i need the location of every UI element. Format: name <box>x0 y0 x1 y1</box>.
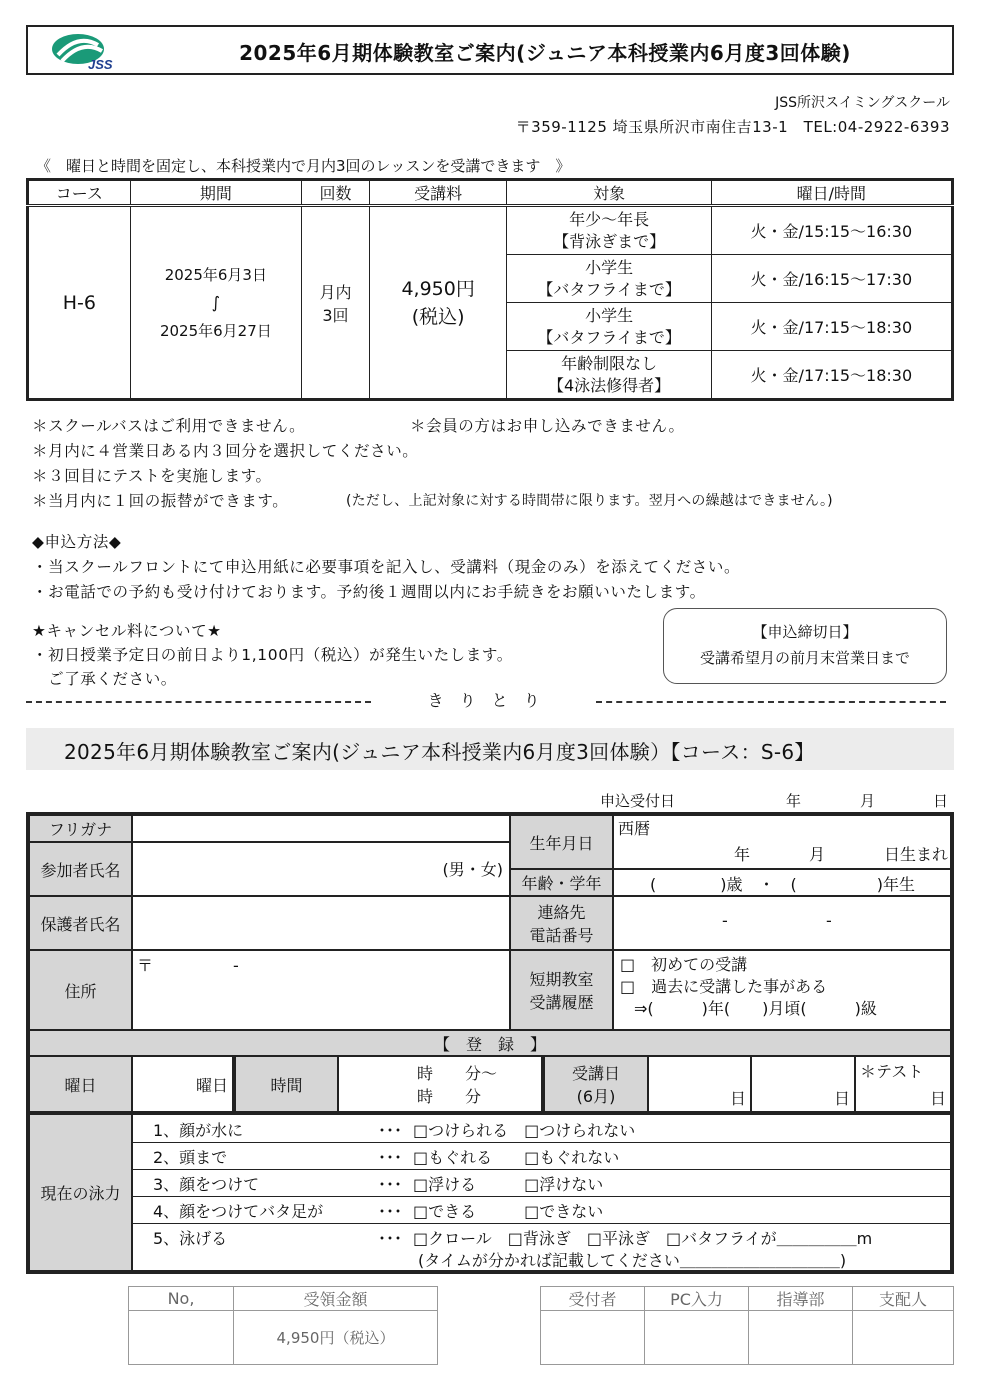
pc-label: PC入力 <box>645 1287 749 1311</box>
note-members: ＊会員の方はお申し込みできません。 <box>410 417 685 435</box>
ability-dots: ･･･ <box>378 1121 403 1140</box>
ability-question: 5、泳げる <box>153 1229 228 1248</box>
col-fee: 受講料 <box>369 180 507 206</box>
history-past-detail: ⇒( )年( )月頃( )級 <box>634 999 877 1018</box>
col-course: コース <box>28 180 131 206</box>
no-label: No, <box>129 1287 234 1311</box>
address-label: 住所 <box>29 950 132 1030</box>
contact-label <box>510 896 613 950</box>
deadline-text: 受講希望月の前月末営業日まで <box>699 649 910 667</box>
cut-line <box>26 688 956 711</box>
cancel-line1: ・初日授業予定日の前日より1,100円（税込）が発生いたします。 <box>32 646 513 664</box>
receipt-date <box>600 790 950 811</box>
ability-label: 現在の泳力 <box>29 1112 132 1271</box>
list-item <box>133 1142 950 1170</box>
application-form <box>26 812 954 1274</box>
apply-line2: ・お電話での予約も受け付けております。予約後１週間以内にお手続きをお願いいたします。 <box>32 583 706 601</box>
target-line1: 年齢制限なし <box>561 353 658 373</box>
age-input[interactable]: ( )歳 ・ ( )年生 <box>613 869 951 896</box>
page-title: 2025年6月期体験教室ご案内(ジュニア本科授業内6月度3回体験) <box>239 41 851 65</box>
ability-options[interactable]: □できる □できない <box>413 1202 604 1221</box>
form-title: 2025年6月期体験教室ご案内(ジュニア本科授業内6月度3回体験）【コース：S-6】 <box>64 740 815 764</box>
time-cell: 火・金/15:15～16:30 <box>711 206 952 255</box>
guardian-label: 保護者氏名 <box>29 896 132 950</box>
dash-right <box>596 701 946 703</box>
day-suffix: 曜日 <box>195 1076 228 1095</box>
time-note[interactable]: (タイムが分かれば記載してください＿＿＿＿＿＿＿＿＿＿) <box>418 1251 847 1270</box>
cancel-line2: ご了承ください。 <box>32 670 177 688</box>
day-unit: 日 <box>929 1089 946 1108</box>
day-unit: 日 <box>729 1089 746 1108</box>
period-sep: ∫ <box>211 293 221 312</box>
guide-stamp[interactable] <box>749 1311 853 1365</box>
birth-month: 月 <box>809 845 826 864</box>
target-line2: 【4泳法修得者】 <box>548 375 671 395</box>
cut-label: き り と り <box>427 691 540 710</box>
time-label: 時間 <box>235 1056 338 1112</box>
furigana-input[interactable] <box>132 815 510 842</box>
target-line2: 【バタフライまで】 <box>537 327 681 347</box>
birth-year: 年 <box>734 845 751 864</box>
note-select: ＊月内に４営業日ある内３回分を選択してください。 <box>32 442 419 460</box>
time-cell: 火・金/16:15～17:30 <box>711 255 952 303</box>
dash-left <box>26 701 371 703</box>
ability-question: 1、顔が水に <box>153 1121 244 1140</box>
staff-table <box>540 1286 954 1365</box>
birth-label: 生年月日 <box>510 815 613 869</box>
ability-options[interactable]: □浮ける □浮けない <box>413 1175 604 1194</box>
target-cell <box>507 351 711 400</box>
time-start: 時 分～ <box>417 1064 498 1083</box>
guardian-input[interactable] <box>132 896 510 950</box>
target-cell <box>507 255 711 303</box>
course-code: H-6 <box>28 206 131 400</box>
target-line1: 小学生 <box>585 257 634 277</box>
ability-list <box>132 1112 951 1271</box>
history-first-checkbox[interactable]: □ 初めての受講 <box>620 955 748 974</box>
address-input[interactable] <box>132 950 510 1030</box>
history-label <box>510 950 613 1030</box>
history-label-line2: 受講履歴 <box>529 993 594 1012</box>
jss-logo <box>48 31 128 71</box>
birth-input[interactable] <box>613 815 951 869</box>
school-address: 〒359-1125 埼玉県所沢市南住吉13-1 TEL:04-2922-6393 <box>515 118 950 136</box>
history-past-checkbox[interactable]: □ 過去に受講した事がある <box>620 977 828 996</box>
test-label: ＊テスト <box>860 1062 924 1081</box>
count-line2: 3回 <box>322 305 349 325</box>
apply-heading: ◆申込方法◆ <box>32 533 122 551</box>
list-item <box>133 1223 950 1250</box>
register-heading: 【 登 録 】 <box>29 1030 951 1056</box>
phone-dash: - <box>722 911 728 930</box>
contact-label-line2: 電話番号 <box>529 926 594 945</box>
deadline-title: 【申込締切日】 <box>752 623 858 641</box>
list-item <box>133 1169 950 1197</box>
col-count: 回数 <box>302 180 370 206</box>
form-banner <box>26 728 954 770</box>
day-label: 曜日 <box>29 1056 132 1112</box>
ability-options[interactable]: □もぐれる □もぐれない <box>413 1148 620 1167</box>
col-target: 対象 <box>507 180 711 206</box>
ability-options[interactable]: □つけられる □つけられない <box>413 1121 636 1140</box>
time-end: 時 分 <box>417 1087 482 1106</box>
period-cell <box>130 206 301 400</box>
receiver-label: 受付者 <box>541 1287 645 1311</box>
time-cell: 火・金/17:15～18:30 <box>711 351 952 400</box>
lesson-day1-input[interactable] <box>648 1056 751 1112</box>
ability-dots: ･･･ <box>378 1148 403 1167</box>
participant-name-input[interactable] <box>132 842 510 896</box>
ability-dots: ･･･ <box>378 1229 403 1248</box>
gender-select[interactable]: (男・女) <box>442 860 503 879</box>
period-start: 2025年6月3日 <box>164 266 267 284</box>
lesson-day2-input[interactable] <box>751 1056 855 1112</box>
col-time: 曜日/時間 <box>711 180 952 206</box>
note-transfer: ＊当月内に１回の振替ができます。 <box>32 492 289 510</box>
target-line1: 小学生 <box>585 305 634 325</box>
apply-line1: ・当スクールフロントにて申込用紙に必要事項を記入し、受講料（現金のみ）を添えてください。 <box>32 558 741 576</box>
participant-name-label: 参加者氏名 <box>29 842 132 896</box>
time-input[interactable] <box>338 1056 544 1112</box>
age-label: 年齢・学年 <box>510 869 613 896</box>
manager-label: 支配人 <box>853 1287 954 1311</box>
header-box <box>26 25 954 75</box>
no-input[interactable] <box>129 1311 234 1365</box>
count-line1: 月内 <box>319 282 352 302</box>
fee-line1: 4,950円 <box>401 277 475 300</box>
ability-options[interactable]: □クロール □背泳ぎ □平泳ぎ □バタフライが＿＿＿＿＿m <box>413 1229 873 1248</box>
receipt-date-label: 申込受付日 <box>600 792 676 810</box>
lesson-date-label <box>544 1056 648 1112</box>
note-bus: ＊スクールバスはご利用できません。 <box>32 417 306 435</box>
target-line1: 年少～年長 <box>569 209 650 229</box>
receiver-stamp[interactable] <box>541 1311 645 1365</box>
test-day-input[interactable] <box>855 1056 951 1112</box>
receipt-year: 年 <box>786 792 802 810</box>
amount-value: 4,950円（税込） <box>234 1311 438 1365</box>
col-period: 期間 <box>130 180 301 206</box>
ability-question: 4、顔をつけてバタ足が <box>153 1202 324 1221</box>
manager-stamp[interactable] <box>853 1311 954 1365</box>
fee-cell <box>369 206 507 400</box>
list-item <box>133 1196 950 1224</box>
pc-stamp[interactable] <box>645 1311 749 1365</box>
table-row <box>28 206 953 255</box>
course-table-header <box>28 180 953 206</box>
note-transfer-detail: (ただし、上記対象に対する時間帯に限ります。翌月への繰越はできません。) <box>346 493 833 509</box>
ability-dots: ･･･ <box>378 1175 403 1194</box>
birth-day: 日生まれ <box>883 845 948 864</box>
era-label: 西暦 <box>618 819 651 838</box>
day-input[interactable] <box>132 1056 235 1112</box>
day-unit: 日 <box>833 1089 850 1108</box>
list-item <box>133 1115 950 1143</box>
ability-question: 3、顔をつけて <box>153 1175 260 1194</box>
history-label-line1: 短期教室 <box>529 970 594 989</box>
furigana-label: フリガナ <box>29 815 132 842</box>
course-table <box>26 178 954 401</box>
target-line2: 【背泳ぎまで】 <box>553 231 666 251</box>
target-cell <box>507 206 711 255</box>
ability-question: 2、頭まで <box>153 1148 228 1167</box>
deadline-box <box>663 608 947 684</box>
amount-label: 受領金額 <box>234 1287 438 1311</box>
ability-dots: ･･･ <box>378 1202 403 1221</box>
fee-line2: (税込) <box>411 305 465 328</box>
lesson-date-label-line1: 受講日 <box>571 1064 620 1083</box>
lesson-date-label-line2: (6月) <box>576 1087 616 1106</box>
contact-label-line1: 連絡先 <box>537 903 586 922</box>
logo-text: JSS <box>88 57 113 71</box>
cancel-heading: ★キャンセル料について★ <box>32 622 222 640</box>
note-test: ＊３回目にテストを実施します。 <box>32 467 272 485</box>
receipt-day: 日 <box>933 792 949 810</box>
phone-dash: - <box>826 911 832 930</box>
time-cell: 火・金/17:15～18:30 <box>711 303 952 351</box>
target-line2: 【バタフライまで】 <box>537 279 681 299</box>
notice-line: 《 曜日と時間を固定し、本科授業内で月内3回のレッスンを受講できます 》 <box>36 157 571 175</box>
school-name: JSS所沢スイミングスクール <box>775 95 950 111</box>
phone-input[interactable] <box>613 896 951 950</box>
period-end: 2025年6月27日 <box>159 322 272 340</box>
receipt-table <box>128 1286 438 1365</box>
count-cell <box>302 206 370 400</box>
postal-code: 〒 - <box>137 956 239 975</box>
receipt-month: 月 <box>860 792 876 810</box>
target-cell <box>507 303 711 351</box>
history-options <box>613 950 951 1030</box>
guide-label: 指導部 <box>749 1287 853 1311</box>
